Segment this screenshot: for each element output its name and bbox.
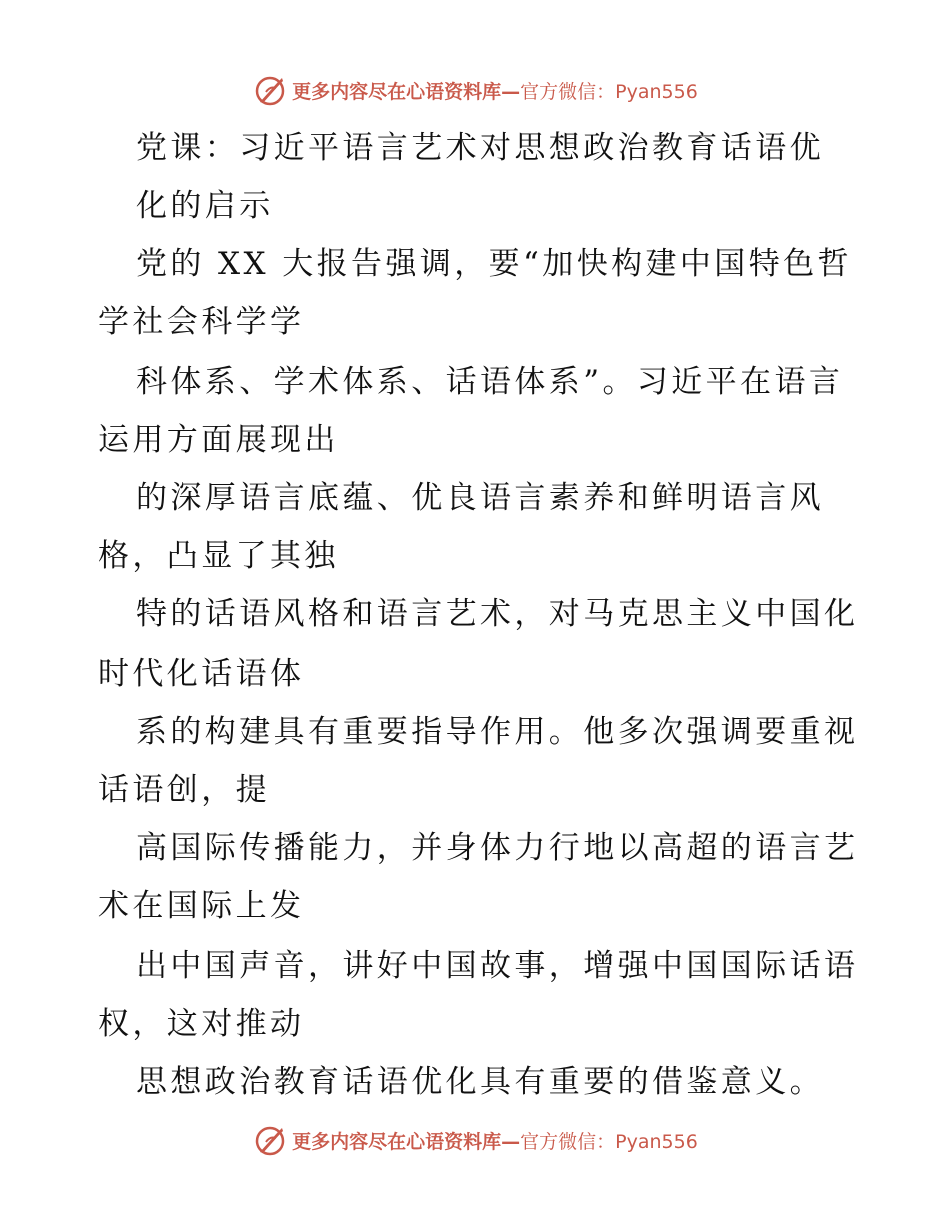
body-line: 党的 XX 大报告强调，要“加快构建中国特色哲 [136, 246, 852, 282]
body-line: 出中国声音，讲好中国故事，增强中国国际话语 [136, 948, 859, 984]
banner-wechat: 官方微信：Pyan556 [520, 1130, 698, 1153]
body-line: 高国际传播能力，并身体力行地以高超的语言艺 [136, 830, 859, 866]
footer-watermark-banner [0, 1120, 950, 1160]
body-line: 思想政治教育话语优化具有重要的借鉴意义。 [136, 1064, 824, 1100]
banner-text: 更多内容尽在心语资料库— [292, 1130, 521, 1153]
body-line: 术在国际上发 [98, 888, 305, 924]
pen-logo-icon [252, 1122, 288, 1158]
body-line: 特的话语风格和语言艺术，对马克思主义中国化 [136, 596, 859, 632]
title-line-2: 化的启示 [136, 188, 274, 224]
body-line: 系的构建具有重要指导作用。他多次强调要重视 [136, 714, 859, 750]
body-line: 时代化话语体 [98, 656, 305, 692]
body-line: 格，凸显了其独 [98, 538, 339, 574]
body-line: 的深厚语言底蕴、优良语言素养和鲜明语言风 [136, 480, 824, 516]
body-line: 话语创，提 [98, 772, 270, 808]
pen-logo-icon [252, 72, 288, 108]
body-line: 学社会科学学 [98, 304, 305, 340]
title-line-1: 党课：习近平语言艺术对思想政治教育话语优 [136, 130, 824, 166]
body-line: 运用方面展现出 [98, 422, 339, 458]
banner-wechat: 官方微信：Pyan556 [520, 80, 698, 103]
body-line: 科体系、学术体系、话语体系”。习近平在语言 [136, 364, 844, 400]
header-watermark-banner [0, 70, 950, 110]
body-line: 权，这对推动 [98, 1006, 305, 1042]
banner-text: 更多内容尽在心语资料库— [292, 80, 521, 103]
